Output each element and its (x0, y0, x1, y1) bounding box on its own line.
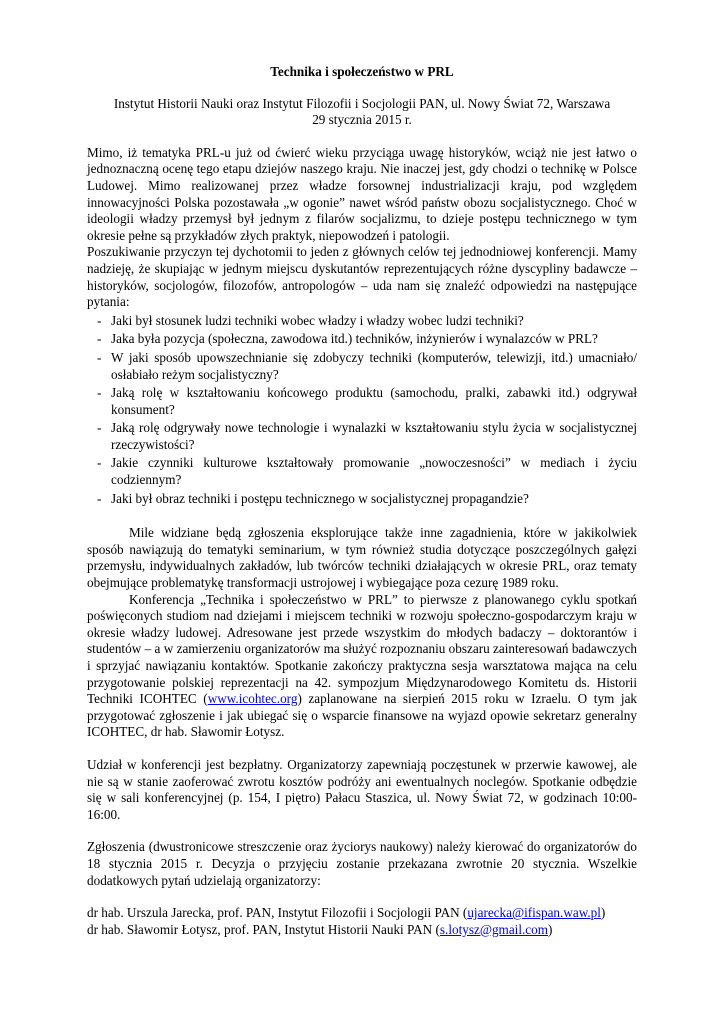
list-item (87, 455, 637, 488)
list-dash: - (97, 385, 102, 401)
list-item (87, 420, 637, 453)
spacer (87, 509, 637, 525)
list-dash: - (97, 420, 102, 436)
list-dash: - (97, 490, 102, 506)
intro-paragraph-2: Poszukiwanie przyczyn tej dychotomii to jeden z głównych celów tej jednodniowej konferencji. Mamy nadzieję, że skupiając w jednym miejscu dyskutantów reprezentujących różne dyscypliny badawcze – historyków, socjologów, filozofów, antropologów – uda nam się znaleźć odpowiedzi na następujące pytania: (87, 244, 637, 310)
spacer (87, 889, 637, 905)
list-dash: - (97, 455, 102, 471)
body-paragraph-3: Mile widziane będą zgłoszenia eksplorujące także inne zagadnienia, które w jakikolwiek sposób nawiązują do tematyki seminarium, w tym również studia dotyczące poszczególnych gałęzi przemysłu, indywidualnych zakładów, lub twórców techniki działających w okresie PRL, oraz tematy obejmujące problematykę transformacji ustrojowej i wybiegające poza cezurę 1989 roku. (87, 525, 637, 591)
question-text: Jaka była pozycja (społeczna, zawodowa itd.) techników, inżynierów i wynalazców w PRL? (111, 331, 598, 347)
list-item (87, 313, 637, 330)
contact-text: dr hab. Urszula Jarecka, prof. PAN, Instytut Filozofii i Socjologii PAN ( (87, 905, 468, 921)
body-paragraph-6: Zgłoszenia (dwustronicowe streszczenie oraz życiorys naukowy) należy kierować do organizatorów do 18 stycznia 2015 r. Decyzja o przyjęciu zostanie przekazana zwrotnie 20 stycznia. Wszelkie dodatkowych pytań udzielają organizatorzy: (87, 839, 637, 888)
list-dash: - (97, 349, 102, 365)
question-text: Jaką rolę odgrywały nowe technologie i wynalazki w kształtowaniu stylu życia w socjalistycznej rzeczywistości? (111, 420, 637, 452)
intro-paragraph-1: Mimo, iż tematyka PRL-u już od ćwierć wieku przyciąga uwagę historyków, wciąż nie jest łatwo o jednoznaczną ocenę tego etapu dziejów naszego kraju. Nie inaczej jest, gdy chodzi o technikę w Polsce Ludowej. Mimo realizowanej przez władze forsownej industrializacji kraju, pod względem innowacyjności Polska pozostawała „w ogonie” nawet wśród państw obozu socjalistycznego. Choć w ideologii władzy przemysł był jednym z filarów socjalizmu, to dzieje postępu technicznego w tym okresie pełne są przykładów złych praktyk, niepowodzeń i patologii. (87, 144, 637, 243)
contact-close: ) (600, 905, 606, 921)
contact-text: dr hab. Sławomir Łotysz, prof. PAN, Instytut Historii Nauki PAN ( (87, 921, 440, 937)
question-text: W jaki sposób upowszechnianie się zdobyczy techniki (komputerów, telewizji, itd.) umacniało/ osłabiało reżym socjalistyczny? (111, 349, 637, 382)
questions-list (87, 313, 637, 508)
list-item (87, 350, 637, 383)
body-paragraph-4 (87, 592, 637, 741)
list-dash: - (97, 312, 102, 328)
contact-line-jarecka (87, 905, 637, 922)
question-text: Jakie czynniki kulturowe kształtowały promowanie „nowoczesności” w mediach i życiu codziennym? (111, 455, 637, 488)
question-text: Jaką rolę w kształtowaniu końcowego produktu (samochodu, pralki, zabawki itd.) odgrywał konsument? (111, 385, 637, 417)
list-item (87, 331, 637, 348)
list-item (87, 385, 637, 418)
date-line: 29 stycznia 2015 r. (312, 112, 412, 128)
email-link-lotysz[interactable]: s.lotysz@gmail.com (439, 921, 548, 937)
list-dash: - (97, 331, 102, 347)
list-item (87, 491, 637, 508)
body-paragraph-5: Udział w konferencji jest bezpłatny. Organizatorzy zapewniają poczęstunek w przerwie kawowej, ale nie są w stanie zaoferować zwrotu kosztów podróży ani ewentualnych noclegów. Spotkanie odbędzie się w sali konferencyjnej (p. 154, I piętro) Pałacu Staszica, ul. Nowy Świat 72, w godzinach 10:00-16:00. (87, 756, 637, 822)
document-title: Technika i społeczeństwo w PRL (270, 64, 454, 79)
contact-close: ) (548, 921, 553, 937)
question-text: Jaki był stosunek ludzi techniki wobec władzy i władzy wobec ludzi techniki? (111, 312, 524, 328)
contact-line-lotysz (87, 922, 637, 939)
p4-text-after: ) zaplanowane na sierpień 2015 roku w Izraelu. O tym jak przygotować zgłoszenie i jak ubiegać się o wsparcie finansowe na wyjazd opowie sekretarz generalny ICOHTEC, dr hab. Sławomir Łotysz. (87, 691, 638, 740)
spacer (87, 823, 637, 839)
p4-text-before: Konferencja „Technika i społeczeństwo w PRL” to pierwsze z planowanego cyklu spotkań poświęconych studiom nad dziejami i miejscem techniki w rozwoju społeczno-gospodarczym kraju w okresie władzy ludowej. Adresowane jest przede wszystkim do młodych badaczy – doktorantów i studentów – a w zamierzeniu organizatorów ma służyć rozpoznaniu obszaru zainteresowań badawczych i sprzyjać nawiązaniu kontaktów. Spotkanie zakończy praktyczna sesja warsztatowa mająca na celu przygotowanie polskiej reprezentacji na 42. sympozjum Międzynarodowego Komitetu ds. Historii Techniki ICOHTEC ( (87, 591, 637, 707)
spacer (87, 741, 637, 757)
email-link-jarecka[interactable]: ujarecka@ifispan.waw.pl (467, 905, 601, 921)
question-text: Jaki był obraz techniki i postępu technicznego w socjalistycznej propagandzie? (111, 490, 529, 506)
icohtec-link[interactable]: www.icohtec.org (207, 691, 298, 707)
venue-line: Instytut Historii Nauki oraz Instytut Filozofii i Socjologii PAN, ul. Nowy Świat 72, Warszawa (113, 95, 611, 111)
